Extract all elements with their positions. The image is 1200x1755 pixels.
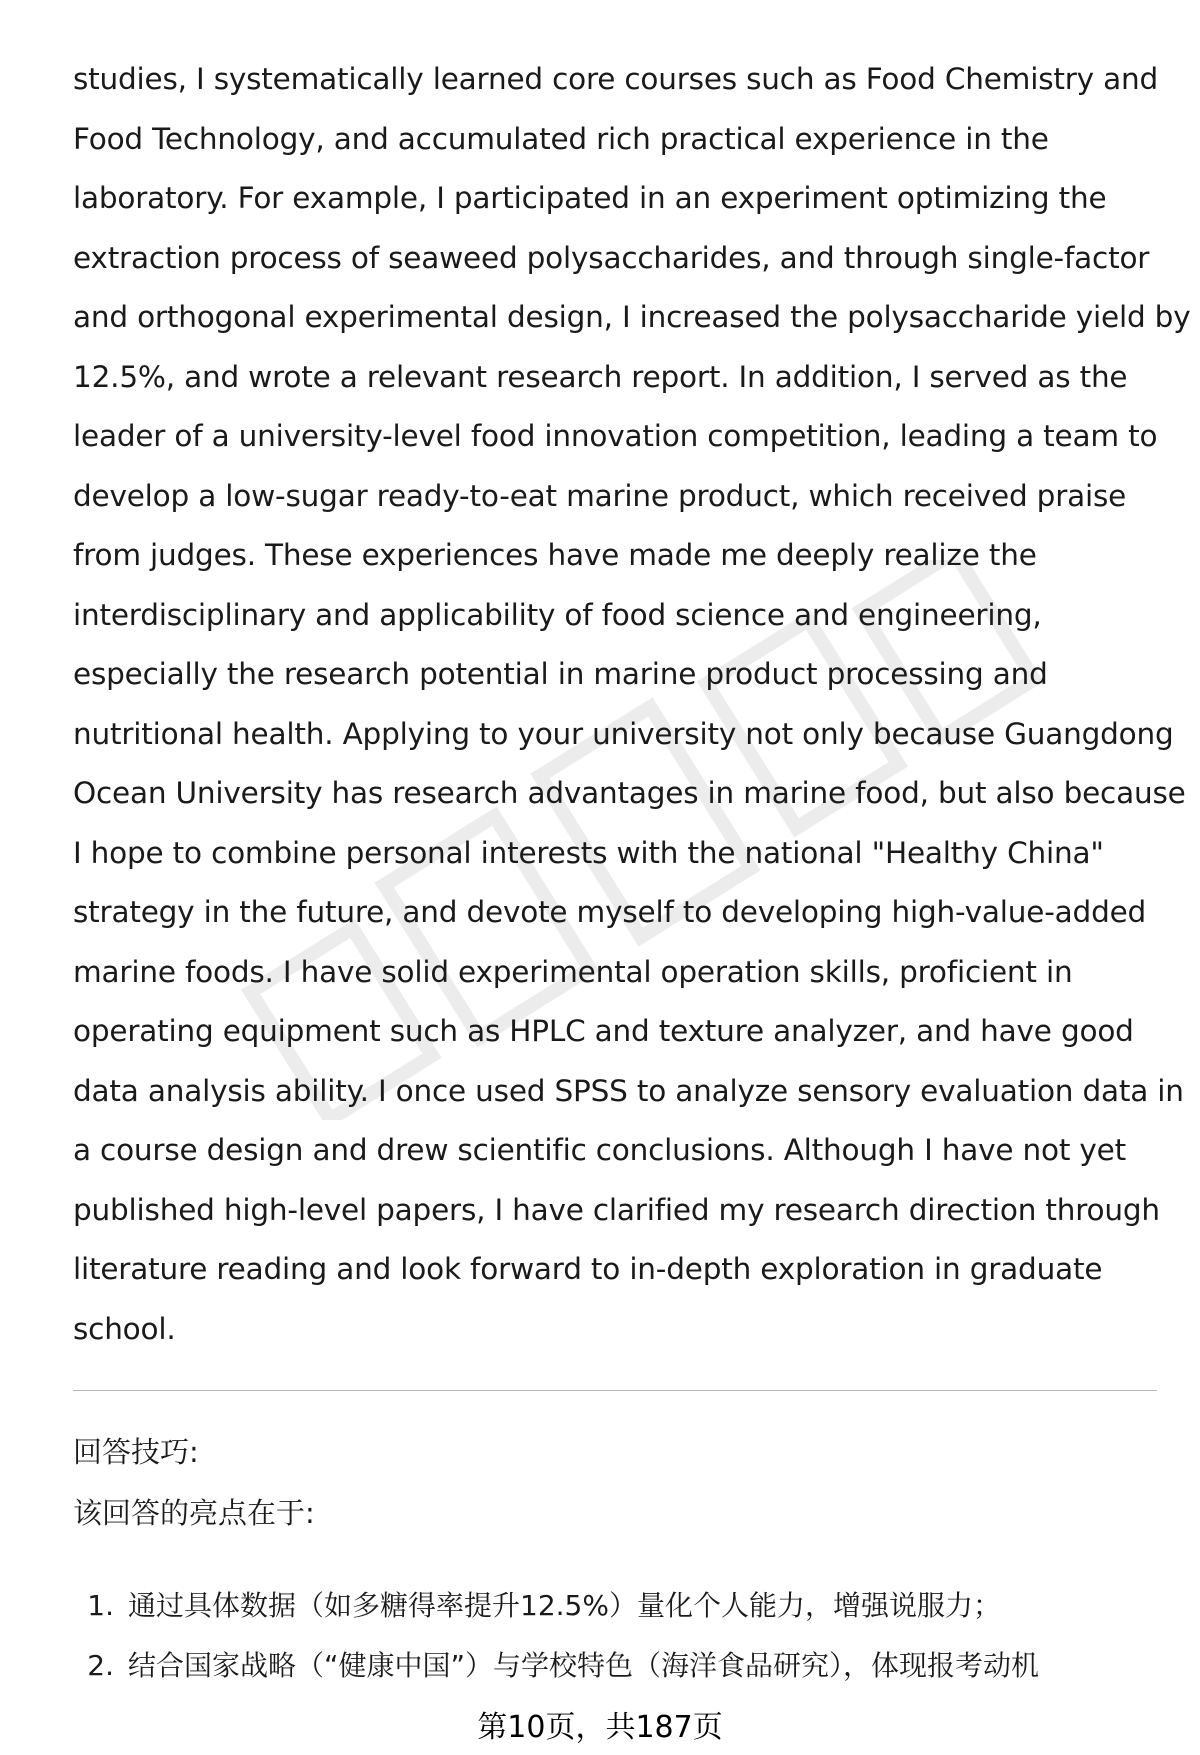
body-line: Ocean University has research advantages in marine food, but also because [73,776,1186,810]
tips-intro: 该回答的亮点在于: [73,1496,315,1530]
body-line: leader of a university-level food innovation competition, leading a team to [73,419,1158,453]
tips-list-item [73,1576,1173,1636]
body-line: Food Technology, and accumulated rich practical experience in the [73,121,1049,156]
list-item-text: 结合国家战略（“健康中国”）与学校特色（海洋食品研究），体现报考动机 [128,1649,1040,1682]
body-line: interdisciplinary and applicability of food science and engineering, [73,597,1042,632]
body-line: extraction process of seaweed polysaccharides, and through single-factor [73,240,1150,275]
tips-heading: 回答技巧: [73,1435,199,1469]
body-line: I hope to combine personal interests with the national "Healthy China" [73,835,1104,870]
page-number-footer: 第10页，共187页 [0,1706,1200,1750]
body-line: studies, I systematically learned core courses such as Food Chemistry and [73,62,1159,96]
body-line: strategy in the future, and devote myself to developing high-value-added [73,895,1147,929]
body-line: especially the research potential in marine product processing and [73,657,1048,691]
body-line: school. [73,1311,176,1346]
tips-list [73,1576,1173,1696]
tips-list-item [73,1636,1173,1696]
list-item-number: 1. [87,1589,114,1622]
answer-body-text [73,50,1191,1359]
body-line: from judges. These experiences have made me deeply realize the [73,538,1037,572]
body-line: a course design and drew scientific conclusions. Although I have not yet [73,1133,1126,1167]
body-line: develop a low-sugar ready-to-eat marine product, which received praise [73,478,1127,513]
body-line: published high-level papers, I have clarified my research direction through [73,1192,1160,1227]
list-item-text: 通过具体数据（如多糖得率提升12.5%）量化个人能力，增强说服力； [128,1589,1001,1622]
body-line: literature reading and look forward to in-depth exploration in graduate [73,1252,1103,1286]
section-divider [73,1390,1157,1391]
body-line: operating equipment such as HPLC and texture analyzer, and have good [73,1014,1134,1048]
list-item-number: 2. [87,1649,114,1682]
body-line: 12.5%, and wrote a relevant research report. In addition, I served as the [73,359,1128,394]
body-line: nutritional health. Applying to your university not only because Guangdong [73,716,1174,751]
body-line: marine foods. I have solid experimental operation skills, proficient in [73,954,1073,989]
body-line: data analysis ability. I once used SPSS to analyze sensory evaluation data in [73,1073,1184,1108]
body-line: and orthogonal experimental design, I increased the polysaccharide yield by [73,300,1191,334]
body-line: laboratory. For example, I participated in an experiment optimizing the [73,181,1107,215]
